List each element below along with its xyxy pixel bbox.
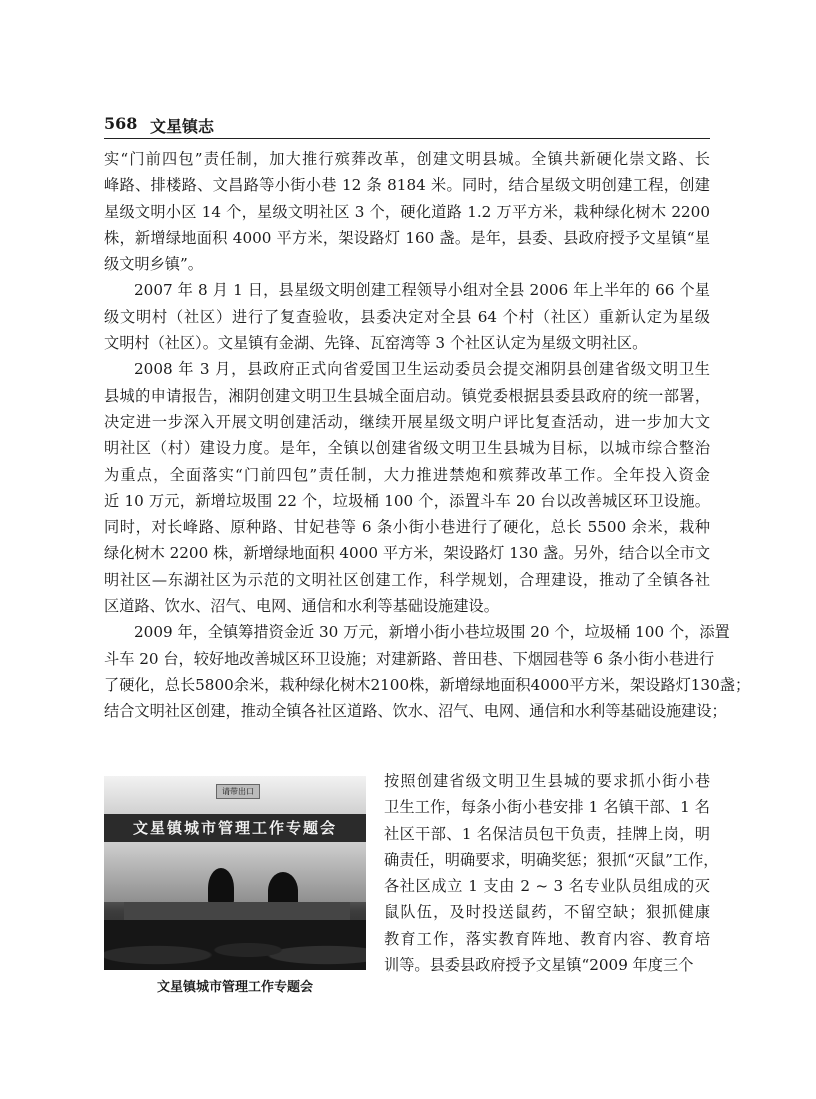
- text-line: 2008 年 3 月，县政府正式向省爱国卫生运动委员会提交湘阴县创建省级文明卫生: [134, 360, 710, 379]
- text-line: 峰路、排楼路、文昌路等小街小巷 12 条 8184 米。同时，结合星级文明创建工程，创建: [104, 176, 710, 195]
- text-line: 星级文明小区 14 个，星级文明社区 3 个，硬化道路 1.2 万平方米，栽种绿化树木 2200: [104, 202, 710, 221]
- figure-caption: 文星镇城市管理工作专题会: [156, 980, 313, 995]
- text-line: 2007 年 8 月 1 日，县星级文明创建工程领导小组对全县 2006 年上半年的 66 个星: [134, 281, 710, 300]
- side-text: [384, 768, 719, 978]
- text-line: 鼠队伍，及时投送鼠药，不留空缺；狠抓健康: [384, 903, 710, 922]
- book-title: 文星镇志: [150, 117, 215, 136]
- main-text: [104, 146, 751, 725]
- text-line: 了硬化，总长5800余米，栽种绿化树木2100株，新增绿地面积4000平方米，架设路灯130盏；: [104, 675, 751, 694]
- text-line: 明社区—东湖社区为示范的文明社区创建工作，科学规划，合理建设，推动了全镇各社: [104, 570, 710, 589]
- text-line: 株，新增绿地面积 4000 平方米，架设路灯 160 盏。是年，县委、县政府授予文星镇“星: [104, 228, 710, 247]
- text-line: 县城的申请报告，湘阴创建文明卫生县城全面启动。镇党委根据县委县政府的统一部署，: [104, 386, 710, 405]
- header-rule: [104, 138, 710, 139]
- photo-wall-sign: 请带出口: [216, 784, 260, 799]
- text-line: 各社区成立 1 支由 2 ~ 3 名专业队员组成的灭: [384, 877, 710, 896]
- text-line: 斗车 20 台，较好地改善城区环卫设施；对建新路、普田巷、下烟园巷等 6 条小街小巷进行: [104, 649, 715, 668]
- text-line: 级文明乡镇”。: [104, 255, 203, 274]
- text-line: 同时，对长峰路、原种路、甘妃巷等 6 条小街小巷进行了硬化，总长 5500 余米，栽种: [104, 518, 710, 537]
- text-line: 2009 年，全镇筹措资金近 30 万元，新增小街小巷垃圾围 20 个，垃圾桶 100 个，添置: [134, 623, 730, 642]
- text-line: 决定进一步深入开展文明创建活动，继续开展星级文明户评比复查活动，进一步加大文: [104, 412, 710, 431]
- text-line: 教育工作，落实教育阵地、教育内容、教育培: [384, 929, 710, 948]
- text-line: 实“门前四包”责任制，加大推行殡葬改革，创建文明县城。全镇共新硬化崇文路、长: [104, 150, 710, 168]
- text-line: 文明村（社区）。文星镇有金湖、先锋、瓦窑湾等 3 个社区认定为星级文明社区。: [104, 334, 648, 353]
- text-line: 确责任，明确要求，明确奖惩；狠抓“灭鼠”工作，: [384, 850, 719, 869]
- meeting-photo: [104, 776, 366, 970]
- text-line: 社区干部、1 名保洁员包干负责，挂牌上岗，明: [384, 824, 710, 843]
- text-line: 近 10 万元，新增垃圾围 22 个，垃圾桶 100 个，添置斗车 20 台以改善城区环卫设施。: [104, 491, 710, 510]
- page-number: 568: [104, 114, 138, 133]
- text-line: 绿化树木 2200 株，新增绿地面积 4000 平方米，架设路灯 130 盏。另外，结合以全市文: [104, 544, 711, 563]
- photo-audience: [104, 920, 366, 970]
- text-line: 为重点，全面落实“门前四包”责任制，大力推进禁炮和殡葬改革工作。全年投入资金: [104, 465, 710, 484]
- text-line: 卫生工作，每条小街小巷安排 1 名镇干部、1 名: [384, 798, 710, 817]
- text-line: 训等。县委县政府授予文星镇“2009 年度三个: [384, 956, 694, 975]
- page-header: [104, 114, 710, 138]
- text-line: 明社区（村）建设力度。是年，全镇以创建省级文明卫生县城为目标，以城市综合整治: [104, 439, 710, 458]
- text-line: 结合文明社区创建，推动全镇各社区道路、饮水、沼气、电网、通信和水利等基础设施建设；: [104, 702, 727, 721]
- photo-banner: 文星镇城市管理工作专题会: [104, 814, 366, 842]
- text-line: 级文明村（社区）进行了复查验收，县委决定对全县 64 个村（社区）重新认定为星级: [104, 307, 710, 326]
- photo-podium-table: [124, 902, 350, 920]
- figure: [104, 776, 366, 995]
- text-line: 区道路、饮水、沼气、电网、通信和水利等基础设施建设。: [104, 597, 499, 616]
- photo-stage: [104, 842, 366, 902]
- text-line: 按照创建省级文明卫生县城的要求抓小街小巷: [384, 772, 710, 790]
